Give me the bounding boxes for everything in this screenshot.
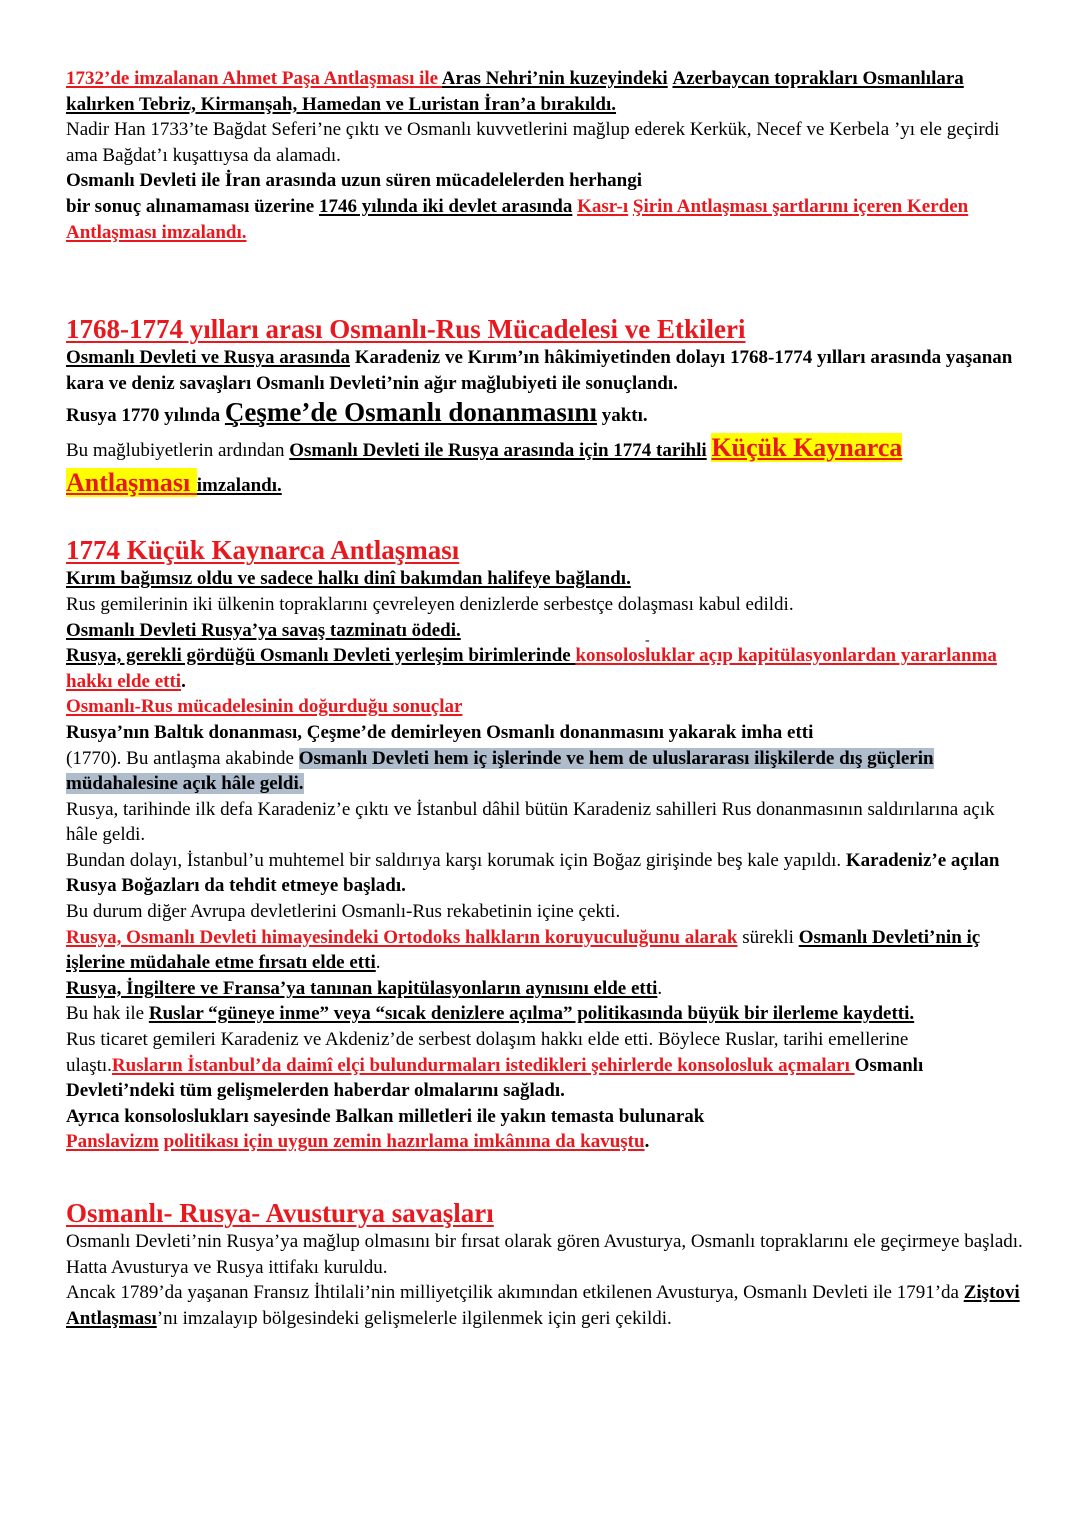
paragraph-austria-alliance: Osmanlı Devleti’nin Rusya’ya mağlup olmasını bir fırsat olarak gören Avusturya, Osmanlı topraklarını ele geçirmeye başladı. Hatta Avusturya ve Rusya ittifakı kuruldu. xyxy=(66,1231,1023,1278)
heading-1768-1774: 1768-1774 yılları arası Osmanlı-Rus Mücadelesi ve Etkileri xyxy=(66,314,746,345)
item-trade-ships: Rus ticaret gemileri Karadeniz ve Akdeniz’de serbest dolaşım hakkı elde etti. Böylece Ruslar, tarihi emellerine ulaştı.Rusların İstanbul’da daimî elçi bulundurmaları istedikleri şehirlerde konsolosluk açmaları Osmanlı Devleti’ndeki tüm gelişmelerden haberdar olmalarını sağladı. xyxy=(66,1029,924,1102)
cesme-fleet: Çeşme’de Osmanlı donanmasını xyxy=(224,397,597,428)
stray-mark: - xyxy=(645,633,650,648)
heading-avusturya: Osmanlı- Rusya- Avusturya savaşları xyxy=(66,1198,494,1228)
item-panslavism: Panslavizm politikası için uygun zemin hazırlama imkânına da kavuştu. xyxy=(66,1131,650,1153)
ahmet-pasa-treaty: 1732’de imzalanan Ahmet Paşa Antlaşması ile xyxy=(66,68,442,89)
paragraph-cesme: Rusya 1770 yılında Çeşme’de Osmanlı donanmasını yaktı. xyxy=(66,397,648,428)
item-foreign-intervention: (1770). Bu antlaşma akabinde Osmanlı Devleti hem iç işlerinde ve hem de uluslararası ilişkilerde dış güçlerin müdahalesine açık hâle geldi. xyxy=(66,747,934,795)
paragraph-ahmet-pasa xyxy=(66,66,1026,117)
paragraph-kerden: Osmanlı Devleti ile İran arasında uzun süren mücadelelerden herhangi bir sonuç alınamaması üzerine 1746 yılında iki devlet arasında Kasr-ı Şirin Antlaşması şartlarını içeren Kerden Antlaşması imzalandı. xyxy=(66,170,969,243)
zistovi-treaty: Ziştovi Antlaşması xyxy=(66,1282,1020,1329)
paragraph-nadir-han: Nadir Han 1733’te Bağdat Seferi’ne çıktı ve Osmanlı kuvvetlerini mağlup ederek Kerkük, Necef ve Kerbela ’yı ele geçirdi ama Bağdat’ı kuşattıysa da alamadı. xyxy=(66,119,1000,166)
item-capitulations: Rusya, İngiltere ve Fransa’ya tanınan kapitülasyonların aynısını elde etti. xyxy=(66,977,663,999)
subheading-results: Osmanlı-Rus mücadelesinin doğurduğu sonuçlar xyxy=(66,696,463,718)
item-bosphorus-forts: Bundan dolayı, İstanbul’u muhtemel bir saldırıya karşı korumak için Boğaz girişinde beş kale yapıldı. Karadeniz’e açılan Rusya Boğazları da tehdit etmeye başladı. xyxy=(66,849,1000,897)
paragraph-kucuk-kaynarca-signed: Bu mağlubiyetlerin ardından Osmanlı Devleti ile Rusya arasında için 1774 tarihli Küçük Kaynarca Antlaşması imzalandı. xyxy=(66,433,903,498)
item-consulates: Rusya, gerekli gördüğü Osmanlı Devleti yerleşim birimlerinde konsolosluklar açıp kapitülasyonlardan yararlanma hakkı elde etti. xyxy=(66,645,997,692)
item-european-states: Bu durum diğer Avrupa devletlerini Osmanlı-Rus rekabetinin içine çekti. xyxy=(66,901,621,923)
document-page xyxy=(66,66,1026,1331)
heading-1774: 1774 Küçük Kaynarca Antlaşması xyxy=(66,535,460,566)
paragraph-war-1768: Osmanlı Devleti ve Rusya arasında Karadeniz ve Kırım’ın hâkimiyetinden dolayı 1768-1774 yılları arasında yaşanan kara ve deniz savaşları Osmanlı Devleti’nin ağır mağlubiyeti ile sonuçlandı. xyxy=(66,347,1013,394)
item-crimea: Kırım bağımsız oldu ve sadece halkı dinî bakımdan halifeye bağlandı. xyxy=(66,568,631,590)
item-orthodox-protection: Rusya, Osmanlı Devleti himayesindeki Ortodoks halkların koruyuculuğunu alarak sürekli Osmanlı Devleti’nin iç işlerine müdahale etme fırsatı elde etti. xyxy=(66,926,981,974)
kerden-treaty: Şirin Antlaşması şartlarını içeren Kerden Antlaşması imzalandı. xyxy=(66,195,969,243)
item-warm-seas: Bu hak ile Ruslar “güneye inme” veya “sıcak denizlere açılma” politikasında büyük bir ilerleme kaydetti. xyxy=(66,1003,915,1025)
item-war-reparations: Osmanlı Devleti Rusya’ya savaş tazminatı ödedi. xyxy=(66,619,461,641)
item-russian-ships: Rus gemilerinin iki ülkenin topraklarını çevreleyen denizlerde serbestçe dolaşması kabul edildi. xyxy=(66,593,794,615)
item-baltic-fleet: Rusya’nın Baltık donanması, Çeşme’de demirleyen Osmanlı donanmasını yakarak imha etti xyxy=(66,721,814,743)
azerbaijan-lands: Azerbaycan toprakları Osmanlılara kalırken Tebriz, Kirmanşah, Hamedan ve Luristan İran’a bırakıldı. xyxy=(66,68,964,115)
aras-river: Aras Nehri’nin kuzeyindeki xyxy=(441,68,668,89)
paragraph-zistovi: Ancak 1789’da yaşanan Fransız İhtilali’nin milliyetçilik akımından etkilenen Avusturya, Osmanlı Devleti ile 1791’da Ziştovi Antlaşması’nı imzalayıp bölgesindeki gelişmelerle ilgilenmek için geri çekildi. xyxy=(66,1282,1020,1329)
kucuk-kaynarca-highlight: Küçük Kaynarca Antlaşması xyxy=(66,433,903,498)
item-balkan-contact: Ayrıca konsoloslukları sayesinde Balkan milletleri ile yakın temasta bulunarak xyxy=(66,1105,705,1127)
highlight-foreign-intervention: Osmanlı Devleti hem iç işlerinde ve hem de uluslararası ilişkilerde dış güçlerin müdahalesine açık hâle geldi. xyxy=(66,747,934,795)
item-black-sea: Rusya, tarihinde ilk defa Karadeniz’e çıktı ve İstanbul dâhil bütün Karadeniz sahilleri Rus donanmasının saldırılarına açık hâle geldi. xyxy=(66,798,995,846)
